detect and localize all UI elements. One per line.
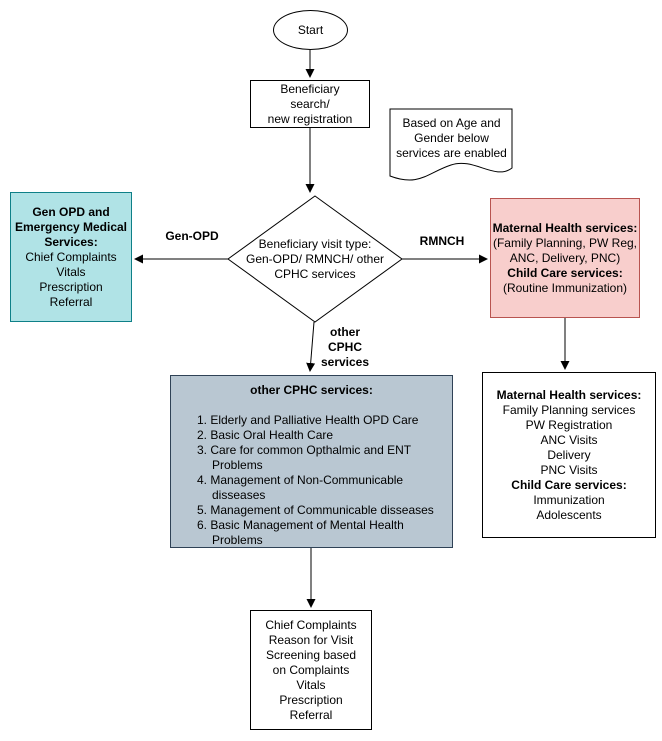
text-line: Beneficiary visit type: [258, 237, 372, 251]
start-label: Start [297, 22, 324, 37]
text-line: Chief Complaints [25, 249, 117, 264]
text-line: 6. Basic Management of Mental Health Problems [197, 518, 404, 547]
beneficiary-search-text [268, 82, 353, 127]
text-line: services [320, 355, 370, 369]
other-cphc-box-title: other CPHC services: [250, 383, 373, 397]
text-line: CPHC services [274, 267, 356, 281]
text-line: Services: [44, 234, 98, 249]
age-gender-note-text [391, 116, 512, 161]
cphc-detail-box [250, 610, 372, 730]
visit-type-decision-text [235, 237, 395, 282]
text-line: Based on Age and [402, 116, 501, 130]
text-line: Gen-OPD/ RMNCH/ other [245, 252, 385, 266]
rmnch-box-lines1 [493, 236, 637, 266]
start-node [273, 10, 348, 50]
text-line: 1. Elderly and Palliative Health OPD Care [197, 413, 419, 427]
maternal-detail-title1: Maternal Health services: [496, 387, 642, 402]
text-line: (Routine Immunization) [502, 280, 628, 295]
text-line: ANC Visits [540, 432, 598, 447]
text-line: 3. Care for common Opthalmic and ENT Problems [197, 443, 411, 472]
maternal-detail-title2: Child Care services: [511, 477, 627, 492]
text-line: Adolescents [536, 507, 602, 522]
text-line: search/ [290, 96, 330, 111]
rmnch-box-title1: Maternal Health services: [492, 220, 638, 235]
maternal-detail-box [482, 372, 656, 538]
text-line: 4. Management of Non-Communicable disseases [197, 473, 404, 502]
gen-opd-box [10, 192, 132, 322]
text-line: other [330, 325, 360, 339]
maternal-detail-lines2 [533, 493, 604, 523]
edge-decision-to-cphc [310, 322, 314, 371]
text-line: ANC, Delivery, PNC) [509, 250, 621, 265]
text-line: Reason for Visit [268, 632, 354, 647]
text-line: Gen OPD and [32, 204, 110, 219]
text-line: 5. Management of Communicable disseases [197, 503, 434, 517]
maternal-detail-lines1 [503, 403, 636, 478]
text-line: Delivery [547, 447, 591, 462]
text-line: Emergency Medical [14, 219, 128, 234]
text-line: Gender below [414, 131, 489, 145]
text-line: Prescription [279, 692, 343, 707]
text-line: (Family Planning, PW Reg, [492, 235, 638, 250]
text-line: Family Planning services [502, 402, 636, 417]
text-line: Screening based [265, 647, 357, 662]
text-line: PNC Visits [540, 462, 598, 477]
text-line: Beneficiary [280, 81, 340, 96]
text-line: Immunization [533, 492, 605, 507]
rmnch-box [490, 198, 640, 318]
text-line: Prescription [39, 279, 103, 294]
text-line: services are enabled [396, 146, 507, 160]
text-line: on Complaints [272, 662, 350, 677]
text-line: Referral [289, 707, 333, 722]
beneficiary-search-node [250, 80, 370, 128]
text-line: Vitals [296, 677, 326, 692]
text-line: 2. Basic Oral Health Care [197, 428, 334, 442]
text-line: Chief Complaints [265, 617, 357, 632]
edge-label-gen-opd: Gen-OPD [165, 229, 219, 243]
text-line: PW Registration [525, 417, 613, 432]
gen-opd-box-lines [25, 250, 116, 310]
gen-opd-box-title [15, 205, 127, 250]
edge-label-rmnch: RMNCH [419, 234, 465, 248]
other-cphc-box-items [197, 413, 442, 548]
text-line: Vitals [56, 264, 86, 279]
text-line: new registration [267, 111, 353, 126]
cphc-detail-lines [265, 618, 356, 723]
edge-label-other-cphc [318, 325, 372, 370]
other-cphc-box [170, 375, 453, 548]
rmnch-box-lines2 [503, 281, 627, 296]
text-line: Referral [49, 294, 93, 309]
rmnch-box-title2: Child Care services: [507, 265, 623, 280]
text-line: CPHC [327, 340, 362, 354]
